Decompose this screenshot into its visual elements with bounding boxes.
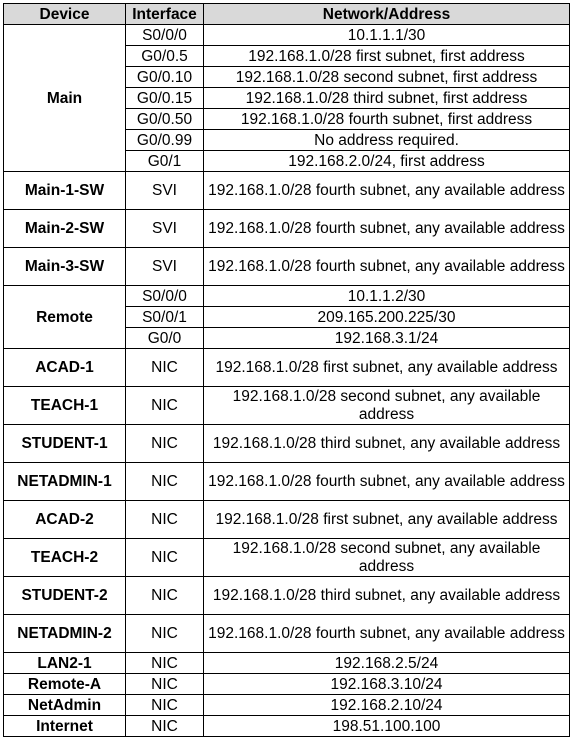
device-cell: TEACH-2 [4,539,126,577]
table-row [4,286,570,307]
address-cell: No address required. [204,130,570,151]
address-cell: 10.1.1.1/30 [204,25,570,46]
device-cell: Remote-A [4,674,126,695]
interface-cell: NIC [126,425,204,463]
table-row [4,25,570,46]
header-interface: Interface [126,4,204,25]
interface-cell: G0/0.5 [126,46,204,67]
address-cell: 192.168.1.0/28 third subnet, any available address [204,577,570,615]
device-cell: Main [4,25,126,172]
address-cell: 192.168.1.0/28 fourth subnet, any available address [204,248,570,286]
device-cell: Internet [4,716,126,737]
device-cell: Main-2-SW [4,210,126,248]
device-cell: NETADMIN-2 [4,615,126,653]
interface-cell: SVI [126,248,204,286]
device-cell: Main-3-SW [4,248,126,286]
address-cell: 192.168.3.10/24 [204,674,570,695]
interface-cell: G0/0.99 [126,130,204,151]
address-cell: 209.165.200.225/30 [204,307,570,328]
address-cell: 192.168.1.0/28 fourth subnet, any available address [204,210,570,248]
address-cell: 192.168.1.0/28 third subnet, first address [204,88,570,109]
address-cell: 192.168.1.0/28 fourth subnet, first address [204,109,570,130]
table-row [4,463,570,501]
device-cell: ACAD-2 [4,501,126,539]
table-row [4,501,570,539]
interface-cell: NIC [126,349,204,387]
interface-cell: NIC [126,674,204,695]
interface-cell: G0/1 [126,151,204,172]
address-cell: 192.168.1.0/28 second subnet, any available address [204,387,570,425]
table-row [4,172,570,210]
table-row [4,349,570,387]
header-network-address: Network/Address [204,4,570,25]
device-cell: TEACH-1 [4,387,126,425]
table-row [4,653,570,674]
interface-cell: NIC [126,653,204,674]
interface-cell: S0/0/0 [126,286,204,307]
header-device: Device [4,4,126,25]
device-cell: NETADMIN-1 [4,463,126,501]
table-row [4,387,570,425]
address-cell: 192.168.1.0/28 second subnet, any available address [204,539,570,577]
table-body [4,25,570,737]
device-cell: ACAD-1 [4,349,126,387]
interface-cell: G0/0.15 [126,88,204,109]
address-cell: 192.168.1.0/28 first subnet, any available address [204,349,570,387]
table-row [4,695,570,716]
interface-cell: NIC [126,387,204,425]
device-cell: Remote [4,286,126,349]
interface-cell: SVI [126,172,204,210]
interface-cell: NIC [126,716,204,737]
address-cell: 192.168.2.5/24 [204,653,570,674]
table-row [4,248,570,286]
interface-cell: S0/0/1 [126,307,204,328]
address-cell: 192.168.2.10/24 [204,695,570,716]
interface-cell: G0/0 [126,328,204,349]
interface-cell: NIC [126,615,204,653]
table-row [4,716,570,737]
address-cell: 192.168.1.0/28 fourth subnet, any available address [204,172,570,210]
interface-cell: NIC [126,463,204,501]
table-row [4,539,570,577]
interface-cell: G0/0.10 [126,67,204,88]
address-cell: 192.168.1.0/28 first subnet, any available address [204,501,570,539]
address-cell: 192.168.2.0/24, first address [204,151,570,172]
address-cell: 192.168.1.0/28 third subnet, any available address [204,425,570,463]
interface-cell: NIC [126,539,204,577]
interface-cell: S0/0/0 [126,25,204,46]
interface-cell: NIC [126,695,204,716]
address-cell: 10.1.1.2/30 [204,286,570,307]
device-cell: Main-1-SW [4,172,126,210]
table-row [4,615,570,653]
interface-cell: G0/0.50 [126,109,204,130]
interface-cell: SVI [126,210,204,248]
addressing-table [3,3,570,737]
device-cell: STUDENT-1 [4,425,126,463]
address-cell: 192.168.3.1/24 [204,328,570,349]
address-cell: 192.168.1.0/28 fourth subnet, any available address [204,463,570,501]
interface-cell: NIC [126,501,204,539]
address-cell: 192.168.1.0/28 fourth subnet, any available address [204,615,570,653]
interface-cell: NIC [126,577,204,615]
table-row [4,577,570,615]
address-cell: 192.168.1.0/28 first subnet, first address [204,46,570,67]
device-cell: STUDENT-2 [4,577,126,615]
device-cell: LAN2-1 [4,653,126,674]
device-cell: NetAdmin [4,695,126,716]
table-row [4,425,570,463]
table-row [4,674,570,695]
address-cell: 198.51.100.100 [204,716,570,737]
address-cell: 192.168.1.0/28 second subnet, first address [204,67,570,88]
table-row [4,210,570,248]
table-header [4,4,570,25]
